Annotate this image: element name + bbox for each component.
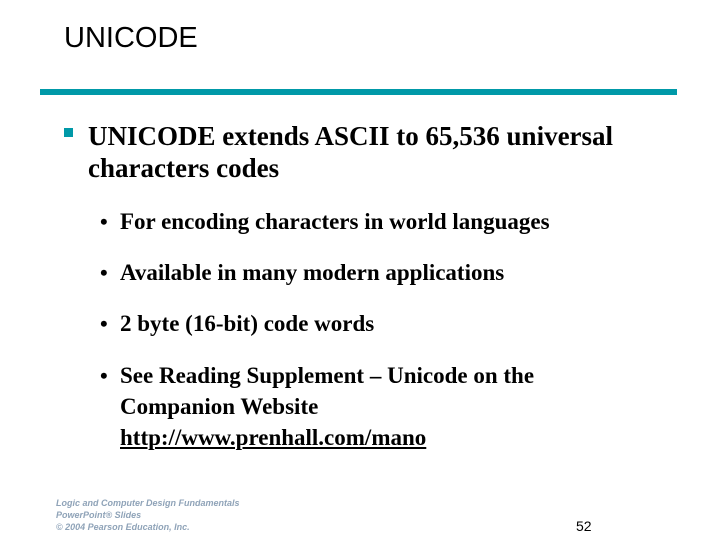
main-bullet-text: UNICODE extends ASCII to 65,536 universal characters codes [88, 121, 614, 183]
footer-line-2: PowerPoint® Slides [56, 510, 142, 520]
round-bullet-icon: • [100, 209, 108, 234]
footer-line-3: © 2004 Pearson Education, Inc. [56, 522, 190, 532]
round-bullet-icon: • [100, 363, 108, 388]
slide-title: UNICODE [64, 22, 198, 54]
companion-website-link[interactable]: http://www.prenhall.com/mano [120, 425, 427, 450]
sub-bullet-text: For encoding characters in world languages [120, 209, 550, 234]
round-bullet-icon: • [100, 260, 108, 285]
title-divider [40, 89, 677, 95]
reading-line-2: Companion Website [120, 394, 319, 419]
page-number: 52 [576, 518, 592, 534]
reading-line-1: See Reading Supplement – Unicode on the [120, 363, 535, 388]
round-bullet-icon: • [100, 311, 108, 336]
footer-line-1: Logic and Computer Design Fundamentals [56, 498, 240, 508]
square-bullet-icon [64, 128, 73, 137]
sub-bullet-text: 2 byte (16-bit) code words [120, 311, 375, 336]
sub-bullet-text: Available in many modern applications [120, 260, 505, 285]
publisher-footer [56, 497, 240, 533]
reading-text [120, 360, 680, 453]
